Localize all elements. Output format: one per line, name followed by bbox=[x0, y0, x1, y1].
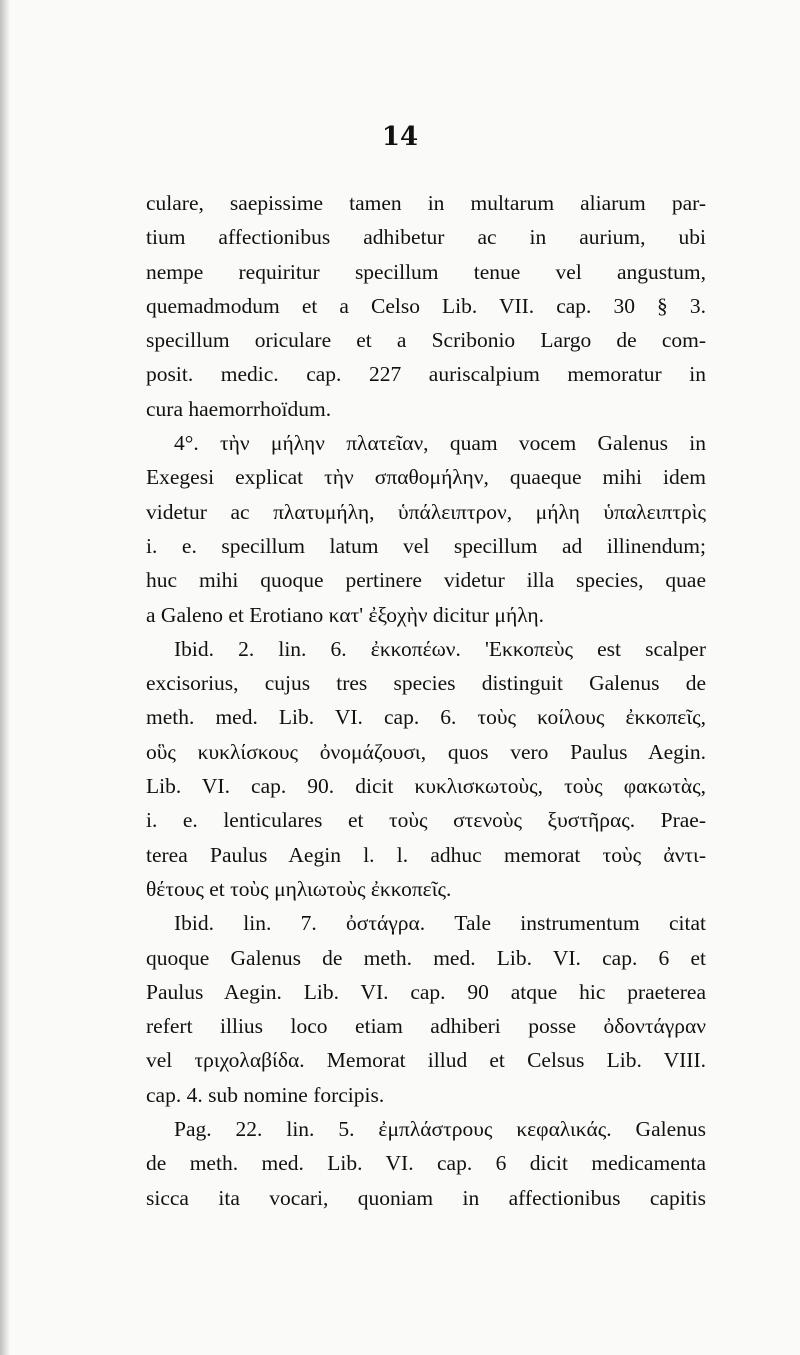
page-edge-shadow bbox=[0, 0, 10, 1355]
text-line: Exegesi explicat τὴν σπαθομήλην, quaeque mihi idem bbox=[146, 465, 706, 490]
text-line: i. e. specillum latum vel specillum ad illinendum; bbox=[146, 533, 706, 558]
text-line: vel τριχολαβίδα. Memorat illud et Celsus Lib. VIII. bbox=[146, 1048, 706, 1073]
text-line: huc mihi quoque pertinere videtur illa species, quae bbox=[146, 568, 706, 593]
text-line: οὓς κυκλίσκους ὀνομάζουσι, quos vero Paulus Aegin. bbox=[146, 739, 706, 764]
text-line: Lib. VI. cap. 90. dicit κυκλισκωτοὺς, τοὺς φακωτὰς, bbox=[146, 774, 706, 799]
text-line: nempe requiritur specillum tenue vel angustum, bbox=[146, 259, 706, 284]
text-line: refert illius loco etiam adhiberi posse ὀδοντάγραν bbox=[146, 1014, 706, 1039]
text-line: cap. 4. sub nomine forcipis. bbox=[146, 1082, 385, 1107]
text-line: quoque Galenus de meth. med. Lib. VI. cap. 6 et bbox=[146, 945, 706, 970]
text-line: specillum oriculare et a Scribonio Largo de com- bbox=[146, 328, 706, 353]
text-line: de meth. med. Lib. VI. cap. 6 dicit medicamenta bbox=[146, 1151, 706, 1176]
page-number: 14 bbox=[381, 122, 419, 152]
text-line: Ibid. 2. lin. 6. ἐκκοπέων. 'Εκκοπεὺς est scalper bbox=[174, 636, 706, 661]
text-line: posit. medic. cap. 227 auriscalpium memoratur in bbox=[146, 362, 706, 387]
body-text bbox=[146, 186, 706, 1215]
text-line: terea Paulus Aegin l. l. adhuc memorat τοὺς ἀντι- bbox=[146, 842, 706, 867]
text-line: sicca ita vocari, quoniam in affectionibus capitis bbox=[146, 1185, 706, 1210]
text-line: culare, saepissime tamen in multarum aliarum par- bbox=[146, 191, 706, 215]
text-line: tium affectionibus adhibetur ac in aurium, ubi bbox=[146, 225, 706, 250]
text-line: a Galeno et Erotiano κατ' ἐξοχὴν dicitur μήλη. bbox=[146, 602, 545, 627]
text-line: θέτους et τοὺς μηλιωτοὺς ἐκκοπεῖς. bbox=[146, 876, 452, 901]
text-line: videtur ac πλατυμήλη, ὑπάλειπτρον, μήλη ὑπαλειπτρὶς bbox=[146, 499, 706, 524]
text-line: excisorius, cujus tres species distinguit Galenus de bbox=[146, 671, 706, 696]
text-line: 4°. τὴν μήλην πλατεῖαν, quam vocem Galenus in bbox=[174, 431, 706, 456]
text-line: cura haemorrhoïdum. bbox=[146, 396, 332, 421]
text-line: Ibid. lin. 7. ὀστάγρα. Tale instrumentum citat bbox=[174, 911, 706, 936]
text-line: meth. med. Lib. VI. cap. 6. τοὺς κοίλους ἐκκοπεῖς, bbox=[146, 705, 706, 730]
text-line: quemadmodum et a Celso Lib. VII. cap. 30 § 3. bbox=[146, 293, 706, 318]
text-line: i. e. lenticulares et τοὺς στενοὺς ξυστῆρας. Prae- bbox=[146, 808, 706, 833]
text-line: Paulus Aegin. Lib. VI. cap. 90 atque hic praeterea bbox=[146, 979, 706, 1004]
text-line: Pag. 22. lin. 5. ἐμπλάστρους κεφαλικάς. Galenus bbox=[174, 1117, 706, 1142]
